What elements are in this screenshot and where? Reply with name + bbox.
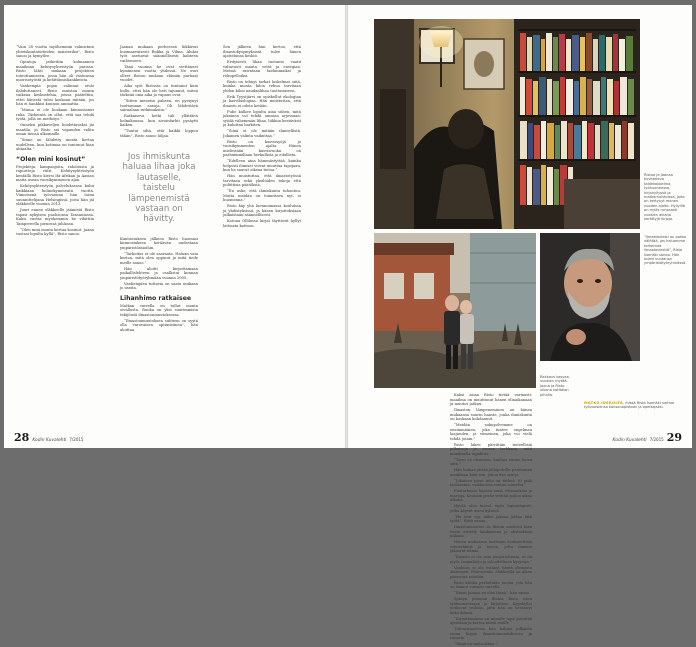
paragraph: Risto kiittää perhettään tuesta, jota hän on saanut vuosien varrella. bbox=[450, 580, 532, 589]
photo-credit bbox=[584, 401, 688, 410]
issue-number-right: 7/2015 bbox=[649, 437, 664, 442]
right-footer bbox=[613, 431, 682, 444]
left-footer bbox=[14, 431, 83, 444]
paragraph: “He ovat syy, miksi jaksan jatkaa tätä työtä”, Risto sanoo. bbox=[450, 514, 532, 523]
couple-photo bbox=[374, 233, 536, 388]
left-column-3 bbox=[223, 45, 301, 431]
paragraph: Hän haluaa jättää jälkipolville paremman maailman kuin sen, johon itse syntyi. bbox=[450, 468, 532, 477]
page-number-right: 29 bbox=[666, 431, 682, 444]
portrait-photo-caption: “Ilmastoviesti on pakko välittää, jos haluamme tarkentaa ilmastoviestiä”, Risto Isomäki sanoo. Hän toimii kuntansa ympäristötyöryhmässä. bbox=[644, 235, 687, 266]
paragraph: Tulevaisuudessa hän haluaa julkaista oman kirjan ilmastonmuutoksesta ja ruoasta. bbox=[450, 627, 532, 640]
left-col2-paragraphs bbox=[120, 45, 198, 138]
paragraph: Aika syöt Ristosta on tuntunut kuin hullu, ettei hän ole heti tajunnut, miten tärkeää oma aika ja vapaus ovat. bbox=[120, 84, 198, 97]
paragraph: Juuri ennen eläkkeelle jäämistä Risto tapasi nykyisen puolisonsa Tansaniassa. Kaksi vuotta myöhemmin he vihittiin Tampereella pienessä juhlassa. bbox=[16, 208, 94, 226]
paragraph: “Vain 28 vuotta myöhemmin valmistuin yhteiskuntatieteiden maisteriksi”, Risto sanoo ja hymyilee. bbox=[16, 45, 94, 58]
paragraph: Risto on tehnyt tarkat laskelmat siitä, kuinka monta kiloa rehua tarvitaan yhden kilon naudanlihaa tuottamiseen. bbox=[223, 79, 301, 93]
study-photo-caption: Ristoa ja Jaanaa kuvitteleva taidekokoelma, työhuoneessa, kirjahyllyssä ja matkamuistoissa, joita on kertynyt monen vuoden ajalta. Hyllyillä on myös runsaasti vuosien aikana kerättyjä kirjoja. bbox=[644, 173, 685, 222]
left-col2b-paragraphs bbox=[120, 237, 198, 291]
closing-quote: “Tämä on vasta alkua.” bbox=[454, 642, 498, 646]
right-column-1 bbox=[450, 393, 532, 646]
right-page bbox=[348, 5, 692, 646]
paragraph: Kuntoutuksen jälkeen Risto huomasi kiinnostuksen heräävän uudestaan ympäristöasioihin. bbox=[120, 236, 198, 250]
paragraph: Erik Tyystjärvi on opiskellut ekologiaa ja kasvibiologiaa. Hän muistuttaa, että ilmasto ei odota ketään. bbox=[223, 94, 301, 108]
portrait-photo bbox=[540, 233, 640, 361]
paragraph: “Ilman Jaanaa en olisi tässä”, hän sanoo. bbox=[454, 591, 531, 595]
left-col1-paragraphs bbox=[16, 45, 94, 152]
paragraph: Puhe kulkee lopulta aina siihen, mitä jokainen voi tehdä omassa arjessaan: syödä vähemmän lihaa, liikkua kestävästi ja kuluttaa harkiten. bbox=[223, 109, 301, 127]
paragraph: Vanhempia pojan valinnat eivät ilahduttaneet. Risto muistaa monta vaikeaa keskustelua, joissa pääteltiin, ettei hänestä tulisi koskaan mitään, jos hän ei hankkisi kunnon ammattia. bbox=[16, 84, 94, 106]
paragraph: Opintoja jatkettiin kolmannen maailman kehitysyhteistyön parissa. Risto lähti mukaan projektien toteuttamiseen, jossa hän oli vastuussa nuorisotyöstä ja kehittämishankkeista. bbox=[16, 60, 94, 82]
left-page bbox=[4, 5, 345, 448]
paragraph: Hän aloitti kirjoittamaan paikallislehteen ja osallistui kunnan ympäristötyöryhmään vuonna 2005. bbox=[120, 266, 198, 280]
paragraph: “Olen mini monta kertaa kosinut. Jaana vastasi lopulta kyllä”, Risto sanoo. bbox=[16, 227, 94, 236]
paragraph: “Kirjoittaminen on minulle tapa jäsentää ajatuksia ja kertoa niistä muille.” bbox=[450, 616, 532, 625]
paragraph: Jaanan mukaan perheessä liikkuvat huomaavaisesti Rukka ja Vilma. Aluksi työt asetuivat säännöllisesti kahteen vaiheeseen. bbox=[120, 45, 198, 63]
paragraph: Tänä vuonna he ovat viettäneet kymmenen vuotta yhdessä. Ne ovat olleet Riston mukaan elämän parhaat vuodet. bbox=[120, 64, 198, 82]
paragraph: Kehitysyhteistyön palveluksessa kului kaikkiaan kolmekymmentä vuotta. Viimeisenä työvuonna hän toimi suunnittelijana Helsingissä, josta hän jäi eläkkeelle vuonna 2013. bbox=[16, 184, 94, 206]
paragraph: “Edelleen aina hämmästyttää, kuinka helposti ihmiset voivat muuttaa tapojaan, kun he saavat oikeaa tietoa.” bbox=[223, 159, 301, 172]
paragraph: Erityisesti lihan tuotanto vaatii valtavasti maata, vettä ja energiaa. Metsiä raivataan laidunmaiksi ja rehupelloiksi. bbox=[223, 60, 301, 78]
paragraph: Vanhuus ei ole estänyt häntä olemasta aktiivinen. Päinvastoin: eläkkeellä on aikaa paneutua asioihin. bbox=[450, 565, 532, 579]
magazine-name-right: Kodin Kuvalehti bbox=[612, 438, 647, 443]
paragraph: Kaksi asiaa Risto tietää varmasti: maailma on muuttunut hänen elinaikanaan ja muutos jatkuu. bbox=[450, 393, 532, 406]
paragraph: Ilmastonmuutos on Riston mielestä liian usein esitetty kaukaisena ja abstraktina uhkana. bbox=[450, 525, 532, 538]
left-column-2 bbox=[120, 45, 198, 431]
paragraph: Matkan varrella on tullut monta oivallusta. Ruoka on yksi suurimmista tekijöistä ilmastonmuutoksessa. bbox=[120, 303, 198, 317]
subheading-lihanhimo: Lihanhimo ratkaisee bbox=[120, 294, 192, 302]
study-photo bbox=[374, 19, 640, 229]
portrait-photo-image bbox=[540, 233, 640, 361]
couple-photo-caption: Rakkaus kasvaa vuosien myötä. Jaana ja Risto ulkona kotitalon pihalla. bbox=[540, 375, 569, 397]
credit-name: MATKO IDEROLTA bbox=[584, 401, 623, 405]
paragraph: Puutarhassa kasvaa omia vihanneksia ja marjoja. Kesäisin perhe viettää paljon aikaa ulkona. bbox=[450, 489, 532, 502]
paragraph: “Sinne on lähdetty monta kertaa uudelleen, kun kotimaa on tuntunut liian ahtaalta.” bbox=[16, 138, 94, 151]
couple-photo-image bbox=[374, 233, 536, 388]
right-col1-paragraphs bbox=[450, 393, 532, 647]
paragraph: “En usko, että ihmiskunta tuhoutuu. Mutta meidän on toimittava nyt, ei huomenna.” bbox=[223, 189, 301, 202]
pull-quote: Jos ihmiskunta haluaa lihaa joka lautaselle, taistelu lämpenemistä vastaan on hävitty. bbox=[122, 152, 196, 225]
paragraph: Hän muistuttaa, että ilmastotyössä tarvitaan sekä yksilöiden tekoja että poliittisia päätöksiä. bbox=[223, 174, 301, 187]
left-column-1 bbox=[16, 45, 94, 431]
study-photo-image bbox=[374, 19, 640, 229]
paragraph: Syksyn pimeinä iltoina Risto istuu työhuoneessaan ja kirjoittaa. Kirjahyllyt notkuvat teoksia, joita hän on kerännyt koko ikänsä. bbox=[450, 597, 532, 615]
paragraph: Risto käy yhä luennoimassa kouluissa ja yhdistyksissä, ja hänen kirjoituksiaan julkaistaan säännöllisesti. bbox=[223, 204, 301, 217]
paragraph: Hänen mukaansa tarvitaan konkreettisia esimerkkejä ja toivoa, jotta ihmiset jaksavat toimia. bbox=[450, 540, 532, 553]
paragraph: “Tuntui siltä, että kaikki loppuu tähän”, Risto sanoo hiljaa. bbox=[120, 129, 198, 138]
paragraph: “Tarkoitus ei ole saarnata. Haluan vain kertoa, mitä olen oppinut ja mitä tiede meille sanoo.” bbox=[120, 251, 198, 265]
issue-number: 7/2015 bbox=[69, 437, 84, 442]
page-number: 28 bbox=[14, 431, 30, 444]
paragraph: Projekteja, kampanjoita, rahoitusta ja raportteja riitti. Kehitysyhteistyön kentällä Risto kiersi Itä-Afrikan ja Aasian maita usean vuosikymmenen ajan. bbox=[16, 164, 94, 182]
paragraph: “Meidän sukupolvemme on ensimmäinen, joka tuntee ongelman laajuuden, ja viimeinen, joka voi vielä tehdä jotain.” bbox=[450, 423, 532, 441]
paragraph: “Jokainen pieni teko on tärkeä. Ei pidä lamaantua, vaikka asia tuntuu suurelta.” bbox=[450, 478, 532, 487]
paragraph: “Sitten menetin puheen, en pystynyt tuottamaan sanoja. Oli lähdettävä sairaalaan tutkimuksiin.” bbox=[120, 99, 198, 112]
paragraph: Ilmaston lämpeneminen on hänen mukaansa suurin haaste, jonka ihmiskunta on koskaan kohdannut. bbox=[450, 408, 532, 421]
left-col2c-paragraphs bbox=[120, 304, 198, 333]
paragraph: Onneksi pikkuveljen hoidettavaksi jäi maatila, ja Risto sai vapauden valita oman tiensä ulkomaille. bbox=[16, 123, 94, 136]
paragraph: Sen jälkeen hän kertoo, että ilmastokysymyksistä tulee hänen ajattelunsa keskiö. bbox=[223, 45, 301, 58]
paragraph: “Ilmasto ei ole vain ympäristöasia, se on myös sosiaalinen ja taloudellinen kysymys.” bbox=[450, 555, 532, 564]
paragraph: Kotona Ollilassa kirjat täyttävät hyllyt lattiasta kattoon. bbox=[223, 219, 301, 228]
left-col3-paragraphs bbox=[223, 45, 301, 228]
paragraph: Ratkaiseva hetki tuli yllättäen helmikuussa, kun aivoinfarkti pysäytti kaiken. bbox=[120, 114, 198, 127]
paragraph: Risto lukee päivittäin tieteellisiä julkaisuja ja seuraa tarkkaan, mitä maailmalla tapahtuu. bbox=[450, 442, 532, 456]
paragraph: “Minua ei ole koskaan kiinnostanut raha. Tärkeintä on ollut, että saa tehdä työtä, jolla on merkitys.” bbox=[16, 108, 94, 121]
credit-text: , missä Risto Isomäki vaihtoi työvuosiensa kansanopistoon ja opettajaksi. bbox=[584, 401, 675, 410]
paragraph: “Siinä ei ole mitään ihmeellistä. Jokainen valinta vaikuttaa.” bbox=[223, 129, 301, 138]
magazine-name: Kodin Kuvalehti bbox=[32, 438, 67, 443]
paragraph: Hyvää oloa tuovat myös lapsenlapset, jotka käyvät usein kylässä. bbox=[450, 504, 532, 513]
subheading-mini-kosinut: “Olen mini kosinut” bbox=[16, 155, 86, 163]
paragraph: “Ilmastonmuutoksen suhteen on syytä olla varovaisen optimistinen”, hän aloittaa. bbox=[120, 318, 198, 332]
paragraph: Risto on kasvissyöjä jo vuosikymmenten ajalta. Hänen mielestään kasvisruoka on parhaimmillaan herkullista ja edullista. bbox=[223, 139, 301, 157]
left-col1b-paragraphs bbox=[16, 165, 94, 237]
paragraph: “Toivo on olemassa, kunhan emme luovu siitä.” bbox=[450, 457, 532, 466]
paragraph: Vanhempien tuttavia on saatu mukaan jo useita. bbox=[120, 281, 198, 291]
